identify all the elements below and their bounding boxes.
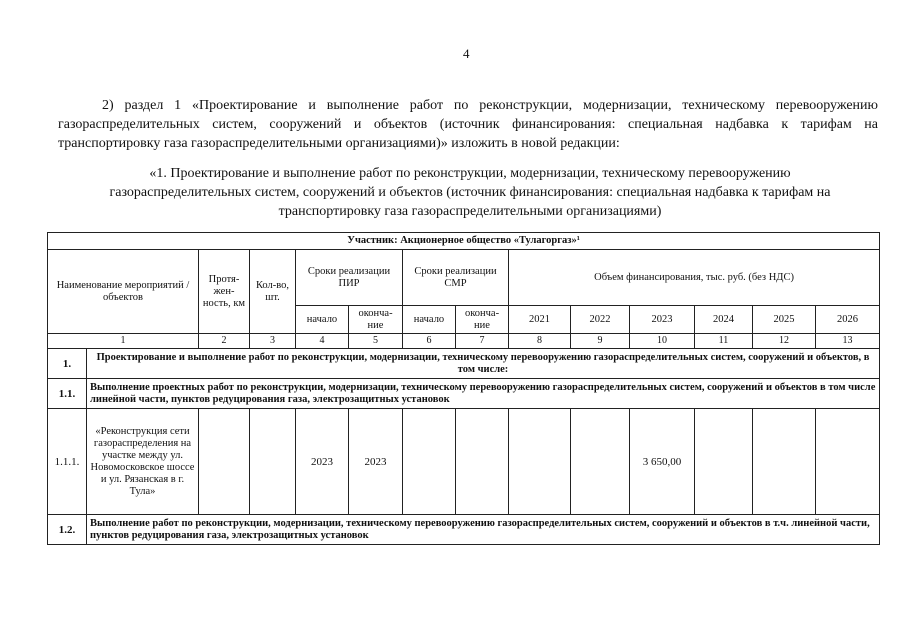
cell-2023: 3 650,00: [630, 409, 695, 515]
header-length: Протя-жен-ность, км: [199, 250, 250, 334]
participant-row: Участник: Акционерное общество «Тулагоргаз»¹: [48, 233, 880, 250]
section-heading: «1. Проектирование и выполнение работ по реконструкции, модернизации, техническому перевооружению газораспределительных систем, сооружений и объектов (источник финансирования: специальная надбавка к тарифам на транспортировку газа газораспределительными организациями): [109, 166, 831, 219]
financing-table: [47, 232, 880, 545]
cell-length: [199, 409, 250, 515]
cell-smr-end: [456, 409, 509, 515]
col-number-12: 12: [753, 334, 816, 349]
row-code-1-2: 1.2.: [48, 515, 87, 545]
col-number-13: 13: [816, 334, 880, 349]
header-year-2021: 2021: [509, 306, 571, 334]
header-year-2024: 2024: [695, 306, 753, 334]
col-number-5: 5: [349, 334, 403, 349]
page-number: 4: [463, 46, 470, 61]
cell-2025: [753, 409, 816, 515]
header-pir: Сроки реализации ПИР: [296, 250, 403, 306]
cell-2021: [509, 409, 571, 515]
cell-smr-start: [403, 409, 456, 515]
cell-pir-start: 2023: [296, 409, 349, 515]
header-smr-start: начало: [403, 306, 456, 334]
cell-pir-end: 2023: [349, 409, 403, 515]
row-title-1: Проектирование и выполнение работ по реконструкции, модернизации, техническому перевооружению газораспределительных систем, сооружений и объектов, в том числе:: [87, 349, 880, 379]
row-title-1-1: Выполнение проектных работ по реконструкции, модернизации, техническому перевооружению газораспределительных систем, сооружений и объектов в том числе линейной части, пунктов редуцирования газа, электрозащитных установок: [87, 379, 880, 409]
row-title-1-2: Выполнение работ по реконструкции, модернизации, техническому перевооружению газораспределительных систем, сооружений и объектов в т.ч. линейной части, пунктов редуцирования газа, электрозащитных установок: [87, 515, 880, 545]
col-number-7: 7: [456, 334, 509, 349]
col-number-10: 10: [630, 334, 695, 349]
col-number-9: 9: [571, 334, 630, 349]
col-number-1: 1: [48, 334, 199, 349]
intro-paragraph: 2) раздел 1 «Проектирование и выполнение работ по реконструкции, модернизации, техническому перевооружению газораспределительных систем, сооружений и объектов (источник финансирования: специальная надбавка к тарифам на транспортировку газа газораспределительными организациями)» изложить в новой редакции:: [58, 98, 878, 151]
header-smr-end: оконча-ние: [456, 306, 509, 334]
header-pir-end: оконча-ние: [349, 306, 403, 334]
header-financing: Объем финансирования, тыс. руб. (без НДС): [509, 250, 880, 306]
cell-2024: [695, 409, 753, 515]
row-code-1-1: 1.1.: [48, 379, 87, 409]
cell-2022: [571, 409, 630, 515]
header-year-2023: 2023: [630, 306, 695, 334]
col-number-11: 11: [695, 334, 753, 349]
header-year-2025: 2025: [753, 306, 816, 334]
cell-2026: [816, 409, 880, 515]
header-smr: Сроки реализации СМР: [403, 250, 509, 306]
header-qty: Кол-во, шт.: [250, 250, 296, 334]
object-name: «Реконструкция сети газораспределения на участке между ул. Новомосковское шоссе и ул. Рязанская в г. Тула»: [87, 409, 199, 515]
col-number-4: 4: [296, 334, 349, 349]
col-number-3: 3: [250, 334, 296, 349]
row-code-1: 1.: [48, 349, 87, 379]
header-year-2022: 2022: [571, 306, 630, 334]
cell-qty: [250, 409, 296, 515]
header-year-2026: 2026: [816, 306, 880, 334]
col-number-8: 8: [509, 334, 571, 349]
col-number-6: 6: [403, 334, 456, 349]
col-number-2: 2: [199, 334, 250, 349]
header-pir-start: начало: [296, 306, 349, 334]
row-code-1-1-1: 1.1.1.: [48, 409, 87, 515]
header-name: Наименование мероприятий / объектов: [48, 250, 199, 334]
